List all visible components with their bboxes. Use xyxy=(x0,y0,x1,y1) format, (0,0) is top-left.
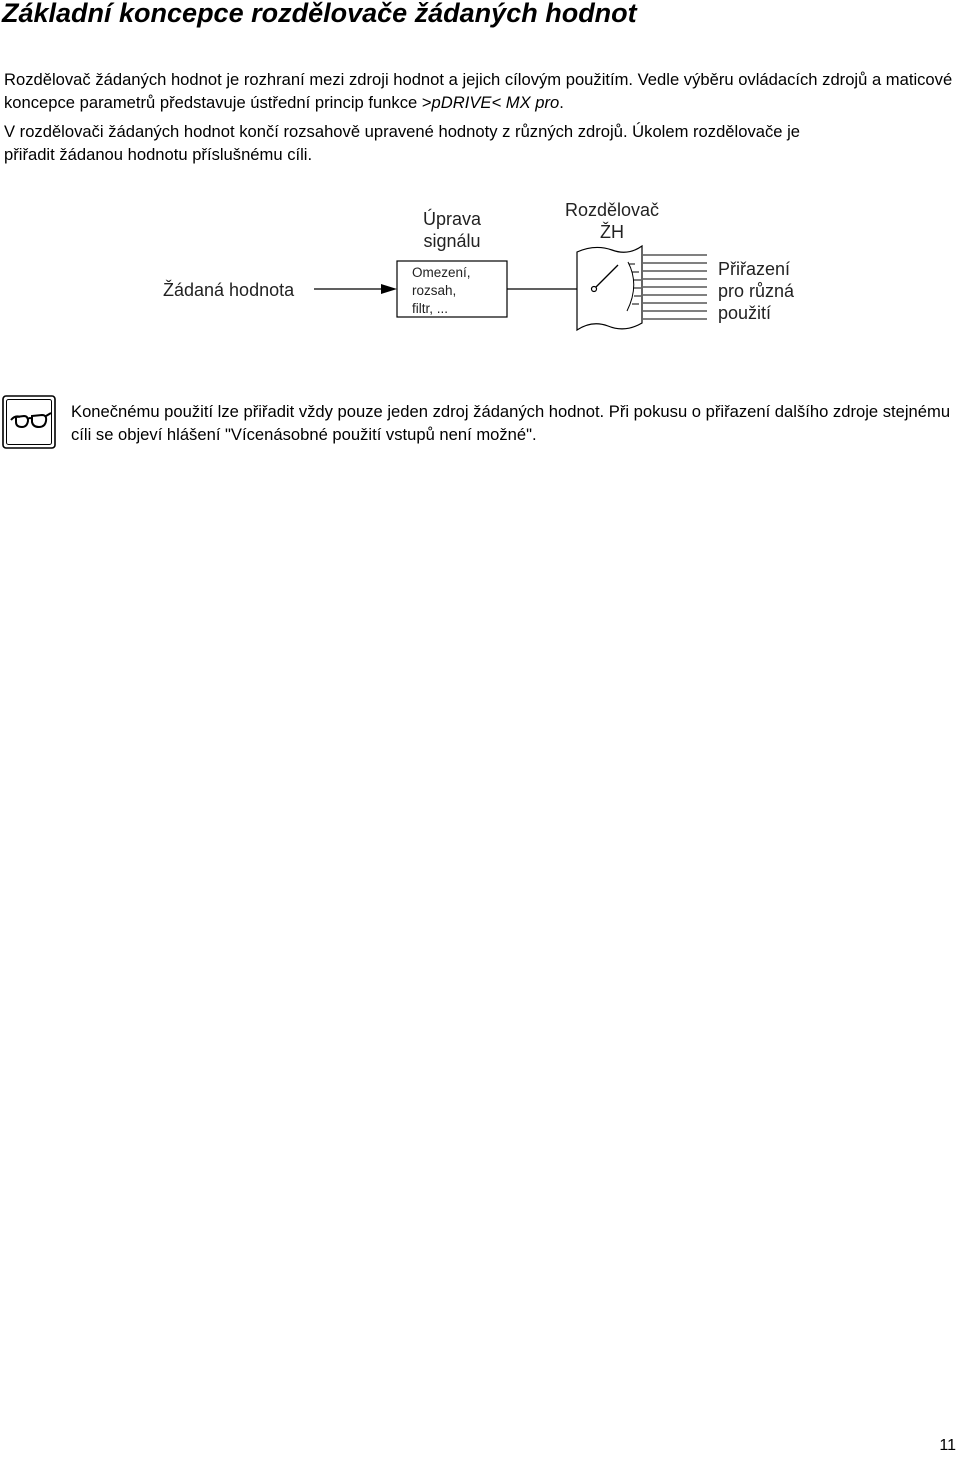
intro-p2-line1: V rozdělovači žádaných hodnot končí rozsahově upravené hodnoty z různých zdrojů. Úkolem rozdělovače je xyxy=(4,122,801,141)
page-number: 11 xyxy=(939,1437,956,1454)
output-lines xyxy=(643,255,707,319)
intro-text-end: . xyxy=(559,93,564,112)
conditioning-box-text xyxy=(412,264,471,318)
conditioning-box-line1: Omezení, xyxy=(412,265,471,280)
note-text: Konečnému použití lze přiřadit vždy pouze jeden zdroj žádaných hodnot. Při pokusu o přiřazení dalšího zdroje stejnému cíli se objeví hlášení "Vícenásobné použití vstupů není možné". xyxy=(71,402,951,444)
glasses-icon xyxy=(2,395,56,449)
switch-pivot xyxy=(592,287,597,292)
output-label-line1: Přiřazení xyxy=(718,259,791,279)
conditioning-title-line2: signálu xyxy=(423,231,481,251)
intro-p2-line2: přiřadit žádanou hodnotu příslušnému cíli. xyxy=(4,145,313,164)
input-arrow-head xyxy=(381,284,397,294)
output-label xyxy=(718,258,794,324)
input-label: Žádaná hodnota xyxy=(163,280,295,300)
conditioning-title xyxy=(412,208,492,252)
distributor-block xyxy=(577,246,642,330)
conditioning-box-line2: rozsah, xyxy=(412,283,457,298)
distributor-title-line1: Rozdělovač xyxy=(564,200,660,220)
output-label-line3: použití xyxy=(718,303,772,323)
conditioning-title-line1: Úprava xyxy=(422,209,482,229)
page-title: Základní koncepce rozdělovače žádaných hodnot xyxy=(2,0,637,28)
product-name: pDRIVE< MX pro xyxy=(431,93,560,112)
conditioning-box-line3: filtr, ... xyxy=(412,301,449,316)
distributor-title xyxy=(552,199,672,243)
intro-text: Rozdělovač žádaných hodnot je rozhraní mezi zdroji hodnot a jejich cílovým použitím. Vedle výběru ovládacích zdrojů a maticové koncepce parametrů představuje ústřední princip funkce > xyxy=(4,70,953,112)
distributor-title-line2: ŽH xyxy=(600,222,624,242)
distributor-diagram xyxy=(0,0,960,360)
output-label-line2: pro různá xyxy=(718,281,795,301)
